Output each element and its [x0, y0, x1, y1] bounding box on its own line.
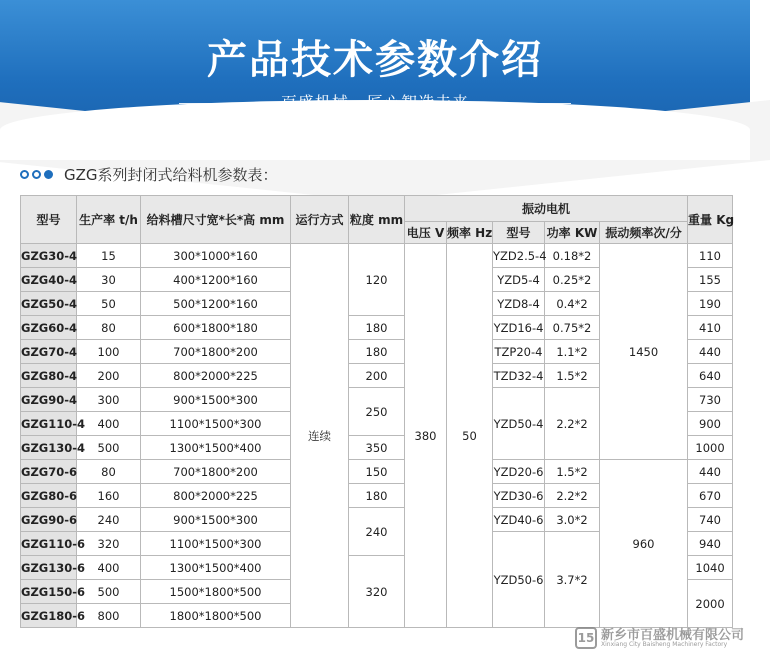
cell-capacity: 200: [77, 364, 141, 388]
cell-capacity: 400: [77, 412, 141, 436]
company-watermark: [575, 627, 744, 649]
banner-title: 产品技术参数介绍: [207, 37, 543, 83]
cell-trough: 900*1500*300: [141, 388, 291, 412]
cell-model: GZG90-4: [21, 388, 77, 412]
cell-vib-freq: 960: [600, 460, 688, 628]
watermark-text: [601, 629, 744, 648]
cell-granularity: 350: [349, 436, 405, 460]
cell-weight: 1000: [688, 436, 733, 460]
cell-capacity: 300: [77, 388, 141, 412]
cell-model: GZG70-4: [21, 340, 77, 364]
cell-granularity: 240: [349, 508, 405, 556]
cell-trough: 1100*1500*300: [141, 532, 291, 556]
cell-motor-model: YZD50-6: [493, 532, 545, 628]
cell-model: GZG130-6: [21, 556, 77, 580]
cell-frequency: 50: [447, 244, 493, 628]
cell-weight: 1040: [688, 556, 733, 580]
cell-capacity: 800: [77, 604, 141, 628]
table-row: [21, 244, 733, 268]
cell-model: GZG70-6: [21, 460, 77, 484]
cell-power: 0.18*2: [545, 244, 600, 268]
cell-trough: 1100*1500*300: [141, 412, 291, 436]
header-granularity: 粒度 mm: [349, 196, 405, 244]
cell-vib-freq: 1450: [600, 244, 688, 460]
cell-motor-model: YZD40-6: [493, 508, 545, 532]
cell-motor-model: YZD2.5-4: [493, 244, 545, 268]
cell-weight: 640: [688, 364, 733, 388]
cell-model: GZG80-6: [21, 484, 77, 508]
cell-trough: 1500*1800*500: [141, 580, 291, 604]
header-capacity: 生产率 t/h: [77, 196, 141, 244]
cell-power: 0.25*2: [545, 268, 600, 292]
cell-voltage: 380: [405, 244, 447, 628]
subtitle-line-right: [481, 103, 571, 104]
header-frequency: 频率 Hz: [447, 222, 493, 244]
cell-model: GZG80-4: [21, 364, 77, 388]
cell-granularity: 180: [349, 340, 405, 364]
cell-trough: 400*1200*160: [141, 268, 291, 292]
cell-motor-model: YZD5-4: [493, 268, 545, 292]
banner-subtitle-row: [0, 90, 750, 113]
cell-model: GZG90-6: [21, 508, 77, 532]
cell-weight: 155: [688, 268, 733, 292]
header-motor-model: 型号: [493, 222, 545, 244]
cell-capacity: 80: [77, 460, 141, 484]
cell-motor-model: YZD50-4: [493, 388, 545, 460]
header-motor: 振动电机: [405, 196, 688, 222]
cell-model: GZG180-6: [21, 604, 77, 628]
cell-model: GZG30-4: [21, 244, 77, 268]
cell-motor-model: TZP20-4: [493, 340, 545, 364]
cell-trough: 700*1800*200: [141, 460, 291, 484]
cell-weight: 940: [688, 532, 733, 556]
header-voltage: 电压 V: [405, 222, 447, 244]
cell-model: GZG50-4: [21, 292, 77, 316]
cell-trough: 1300*1500*400: [141, 556, 291, 580]
cell-motor-model: YZD16-4: [493, 316, 545, 340]
cell-model: GZG40-4: [21, 268, 77, 292]
cell-power: 2.2*2: [545, 388, 600, 460]
cell-weight: 670: [688, 484, 733, 508]
cell-weight: 190: [688, 292, 733, 316]
header-trough: 给料槽尺寸宽*长*高 mm: [141, 196, 291, 244]
cell-run-mode: 连续: [291, 244, 349, 628]
cell-capacity: 15: [77, 244, 141, 268]
cell-capacity: 160: [77, 484, 141, 508]
cell-capacity: 50: [77, 292, 141, 316]
section-heading: [20, 164, 278, 184]
cell-capacity: 240: [77, 508, 141, 532]
cell-granularity: 120: [349, 244, 405, 316]
cell-power: 3.7*2: [545, 532, 600, 628]
bs-logo-icon: 15: [575, 627, 597, 649]
cell-trough: 1800*1800*500: [141, 604, 291, 628]
cell-weight: 110: [688, 244, 733, 268]
cell-motor-model: YZD8-4: [493, 292, 545, 316]
cell-trough: 300*1000*160: [141, 244, 291, 268]
cell-weight: 2000: [688, 580, 733, 628]
dot-icon: [32, 170, 41, 179]
cell-weight: 440: [688, 460, 733, 484]
subtitle-line-left: [179, 103, 269, 104]
cell-weight: 410: [688, 316, 733, 340]
cell-trough: 1300*1500*400: [141, 436, 291, 460]
cell-granularity: 180: [349, 316, 405, 340]
cell-granularity: 250: [349, 388, 405, 436]
cell-model: GZG150-6: [21, 580, 77, 604]
watermark-company-cn: 新乡市百盛机械有限公司: [600, 627, 744, 643]
cell-capacity: 400: [77, 556, 141, 580]
banner-subtitle: 百盛机械 · 匠心智造未来: [280, 93, 470, 112]
cell-weight: 900: [688, 412, 733, 436]
cell-weight: 740: [688, 508, 733, 532]
cell-power: 3.0*2: [545, 508, 600, 532]
header-run-mode: 运行方式: [291, 196, 349, 244]
cell-motor-model: YZD20-6: [493, 460, 545, 484]
cell-weight: 730: [688, 388, 733, 412]
cell-granularity: 320: [349, 556, 405, 628]
cell-trough: 900*1500*300: [141, 508, 291, 532]
spec-table-wrap: [20, 195, 735, 628]
cell-trough: 700*1800*200: [141, 340, 291, 364]
cell-model: GZG110-6: [21, 532, 77, 556]
cell-power: 0.4*2: [545, 292, 600, 316]
cell-power: 1.5*2: [545, 364, 600, 388]
cell-model: GZG60-4: [21, 316, 77, 340]
header-vib-freq: 振动频率次/分: [600, 222, 688, 244]
section-title: GZG系列封闭式给料机参数表：: [64, 165, 278, 184]
cell-trough: 800*2000*225: [141, 364, 291, 388]
dot-icon: [20, 170, 29, 179]
header-banner: [0, 0, 750, 136]
cell-power: 2.2*2: [545, 484, 600, 508]
cell-trough: 800*2000*225: [141, 484, 291, 508]
cell-motor-model: YZD30-6: [493, 484, 545, 508]
cell-power: 1.1*2: [545, 340, 600, 364]
cell-model: GZG130-4: [21, 436, 77, 460]
cell-capacity: 80: [77, 316, 141, 340]
header-power: 功率 KW: [545, 222, 600, 244]
cell-weight: 440: [688, 340, 733, 364]
cell-power: 1.5*2: [545, 460, 600, 484]
spec-table: [20, 195, 733, 628]
cell-capacity: 500: [77, 580, 141, 604]
cell-model: GZG110-4: [21, 412, 77, 436]
cell-power: 0.75*2: [545, 316, 600, 340]
cell-capacity: 320: [77, 532, 141, 556]
cell-motor-model: TZD32-4: [493, 364, 545, 388]
dot-icon: [44, 170, 53, 179]
cell-trough: 500*1200*160: [141, 292, 291, 316]
table-row: [21, 460, 733, 484]
cell-trough: 600*1800*180: [141, 316, 291, 340]
header-model: 型号: [21, 196, 77, 244]
cell-granularity: 180: [349, 484, 405, 508]
cell-granularity: 200: [349, 364, 405, 388]
cell-capacity: 100: [77, 340, 141, 364]
header-weight: 重量 Kg: [688, 196, 733, 244]
cell-granularity: 150: [349, 460, 405, 484]
watermark-company-en: Xinxiang City Baisheng Machinery Factory: [600, 640, 728, 648]
cell-capacity: 500: [77, 436, 141, 460]
cell-capacity: 30: [77, 268, 141, 292]
